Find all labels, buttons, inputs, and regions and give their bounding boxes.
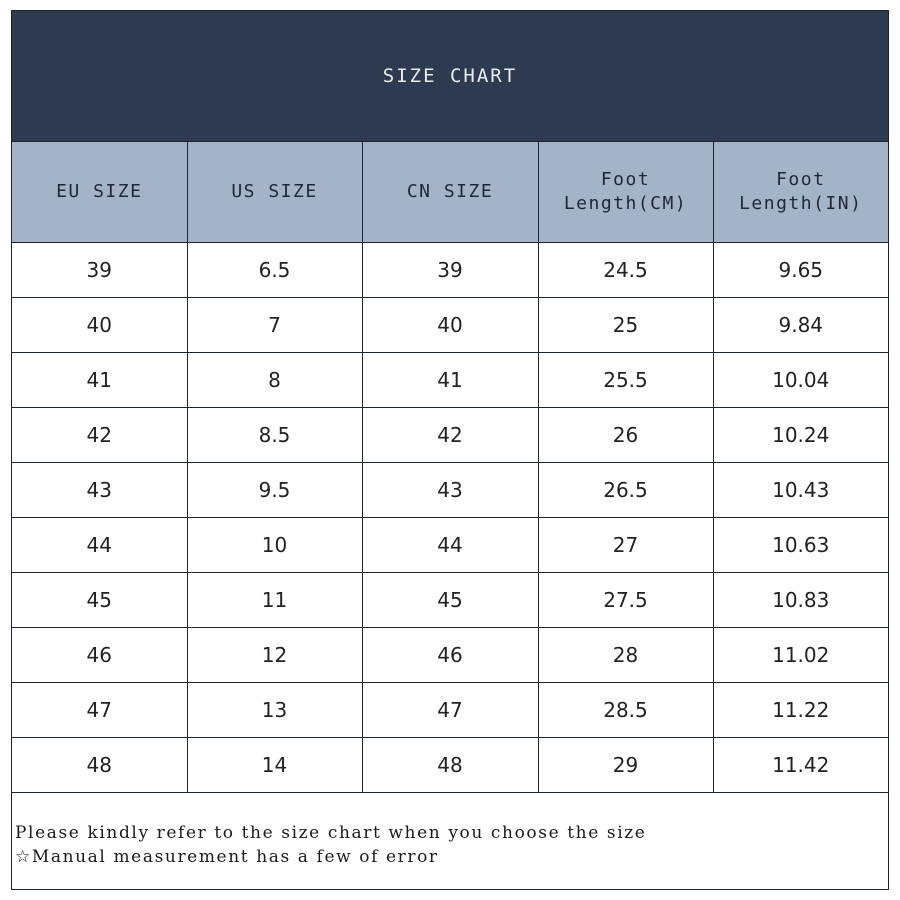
cell-foot-length-cm: 27.5 — [538, 573, 713, 628]
cell-us-size: 11 — [187, 573, 362, 628]
cell-us-size: 8.5 — [187, 408, 362, 463]
cell-eu-size: 45 — [12, 573, 187, 628]
cell-cn-size: 46 — [362, 628, 538, 683]
measurement-error-note: ☆Manual measurement has a few of error — [15, 847, 439, 867]
header-foot-length-cm: Foot Length(CM) — [538, 142, 713, 243]
cell-foot-length-in: 10.43 — [713, 463, 888, 518]
cell-foot-length-in: 9.65 — [713, 243, 888, 298]
cell-eu-size: 42 — [12, 408, 187, 463]
cell-eu-size: 40 — [12, 298, 187, 353]
cell-eu-size: 47 — [12, 683, 187, 738]
cell-cn-size: 42 — [362, 408, 538, 463]
table-row — [12, 243, 888, 298]
cell-foot-length-in: 10.04 — [713, 353, 888, 408]
cell-us-size: 9.5 — [187, 463, 362, 518]
table-row — [12, 628, 888, 683]
cell-foot-length-in: 10.63 — [713, 518, 888, 573]
table-row — [12, 463, 888, 518]
table-body — [12, 243, 888, 793]
cell-eu-size: 39 — [12, 243, 187, 298]
size-chart-title: SIZE CHART — [382, 65, 518, 87]
notes — [15, 821, 885, 869]
cell-us-size: 12 — [187, 628, 362, 683]
table-row — [12, 353, 888, 408]
cell-eu-size: 41 — [12, 353, 187, 408]
header-row — [12, 142, 888, 243]
cell-us-size: 10 — [187, 518, 362, 573]
cell-eu-size: 46 — [12, 628, 187, 683]
cell-us-size: 7 — [187, 298, 362, 353]
cell-cn-size: 45 — [362, 573, 538, 628]
header-cn-size: CN SIZE — [362, 142, 538, 243]
cell-us-size: 8 — [187, 353, 362, 408]
cell-eu-size: 44 — [12, 518, 187, 573]
cell-cn-size: 41 — [362, 353, 538, 408]
cell-foot-length-in: 10.24 — [713, 408, 888, 463]
cell-cn-size: 44 — [362, 518, 538, 573]
header-foot-length-in: Foot Length(IN) — [713, 142, 888, 243]
table-row — [12, 408, 888, 463]
cell-foot-length-cm: 28.5 — [538, 683, 713, 738]
cell-foot-length-in: 9.84 — [713, 298, 888, 353]
cell-eu-size: 48 — [12, 738, 187, 793]
cell-foot-length-cm: 25.5 — [538, 353, 713, 408]
size-advice-note: Please kindly refer to the size chart when you choose the size — [15, 823, 647, 843]
cell-cn-size: 47 — [362, 683, 538, 738]
cell-cn-size: 39 — [362, 243, 538, 298]
table-row — [12, 573, 888, 628]
cell-cn-size: 43 — [362, 463, 538, 518]
cell-foot-length-cm: 27 — [538, 518, 713, 573]
table-row — [12, 518, 888, 573]
cell-cn-size: 40 — [362, 298, 538, 353]
cell-cn-size: 48 — [362, 738, 538, 793]
table-row — [12, 683, 888, 738]
cell-foot-length-cm: 29 — [538, 738, 713, 793]
table-row — [12, 738, 888, 793]
table-row — [12, 298, 888, 353]
cell-foot-length-in: 11.22 — [713, 683, 888, 738]
size-chart-frame — [11, 10, 889, 890]
cell-us-size: 13 — [187, 683, 362, 738]
cell-foot-length-cm: 26 — [538, 408, 713, 463]
size-table — [12, 142, 888, 793]
title-bar — [12, 11, 888, 142]
cell-foot-length-cm: 24.5 — [538, 243, 713, 298]
cell-foot-length-cm: 28 — [538, 628, 713, 683]
cell-us-size: 6.5 — [187, 243, 362, 298]
cell-us-size: 14 — [187, 738, 362, 793]
cell-eu-size: 43 — [12, 463, 187, 518]
cell-foot-length-in: 11.42 — [713, 738, 888, 793]
cell-foot-length-cm: 26.5 — [538, 463, 713, 518]
cell-foot-length-in: 10.83 — [713, 573, 888, 628]
header-eu-size: EU SIZE — [12, 142, 187, 243]
header-us-size: US SIZE — [187, 142, 362, 243]
cell-foot-length-in: 11.02 — [713, 628, 888, 683]
cell-foot-length-cm: 25 — [538, 298, 713, 353]
